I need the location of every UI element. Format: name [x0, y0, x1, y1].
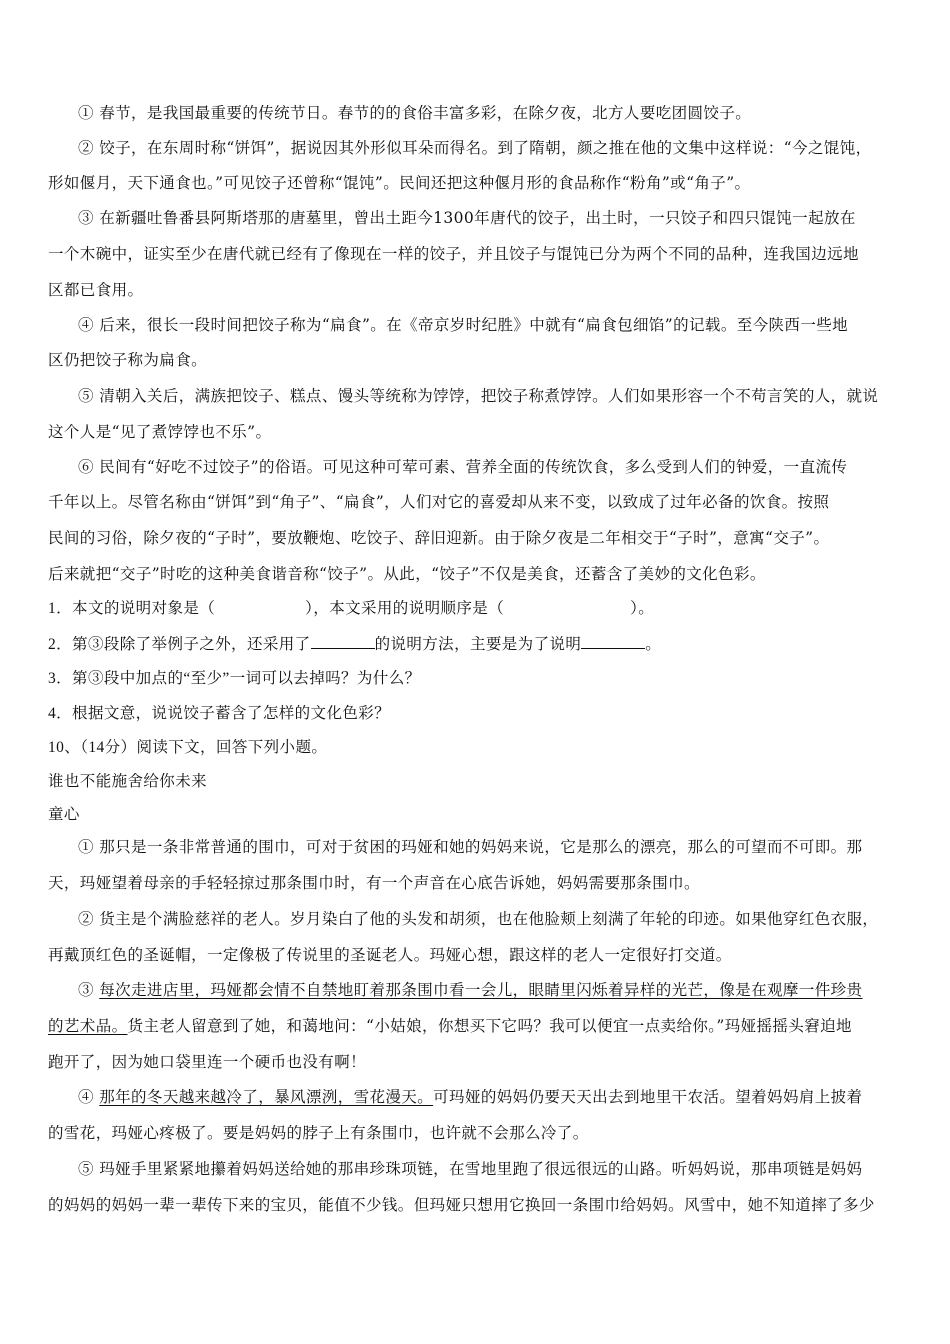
- essay1-paragraph-3-line-1: ③ 在新疆吐鲁番县阿斯塔那的唐墓里，曾出土距今1300年唐代的饺子，出土时，一只饺子和四只馄饨一起放在: [78, 209, 856, 227]
- essay1-paragraph-5-line-1: ⑤ 清朝入关后，满族把饺子、糕点、馒头等统称为饽饽，把饺子称煮饽饽。人们如果形容一个不苟言笑的人，就说: [78, 387, 879, 405]
- essay2-paragraph-1-line-2: 天，玛娅望着母亲的手轻轻掠过那条围巾时，有一个声音在心底告诉她，妈妈需要那条围巾。: [48, 874, 700, 892]
- question-2-part-c: 。: [645, 636, 662, 653]
- answer-blank-4[interactable]: [581, 634, 645, 649]
- essay1-paragraph-5-line-2: 这个人是“见了煮饽饽也不乐”。: [48, 423, 272, 441]
- essay2-paragraph-5-line-2: 的妈妈的妈妈一辈一辈传下来的宝贝，能值不少钱。但玛娅只想用它换回一条围巾给妈妈。风雪中，她不知道摔了多少: [48, 1196, 875, 1214]
- essay1-paragraph-6-line-1: ⑥ 民间有“好吃不过饺子”的俗语。可见这种可荤可素、营养全面的传统饮食，多么受到人们的钟爱，一直流传: [78, 458, 848, 476]
- question-1-part-a: 1．本文的说明对象是（: [48, 600, 216, 617]
- paragraph-3-text: 货主老人留意到了她，和蔼地问：“小姑娘，你想买下它吗？我可以便宜一点卖给你。”玛娅摇摇头窘迫地: [127, 1017, 852, 1035]
- question-3: 3．第③段中加点的“至少”一词可以去掉吗？为什么？: [48, 670, 421, 687]
- essay1-paragraph-1: ① 春节，是我国最重要的传统节日。春节的的食俗丰富多彩，在除夕夜，北方人要吃团圆饺子。: [78, 104, 752, 122]
- paragraph-4-text: 可玛娅的妈妈仍要天天出去到地里干农活。望着妈妈肩上披着: [433, 1088, 863, 1106]
- essay2-paragraph-2-line-2: 再戴顶红色的圣诞帽，一定像极了传说里的圣诞老人。玛娅心想，跟这样的老人一定很好打交道。: [48, 946, 732, 964]
- essay1-paragraph-4-line-1: ④ 后来，很长一段时间把饺子称为“扁食”。在《帝京岁时纪胜》中就有“扁食包细馅”的记载。至今陕西一些地: [78, 316, 849, 334]
- essay1-paragraph-3-line-3: 区都已食用。: [48, 281, 144, 299]
- essay1-paragraph-6-line-2: 千年以上。尽管名称由“饼饵”到“角子”、“扁食”，人们对它的喜爱却从来不变，以致成了过年必备的饮食。按照: [48, 493, 830, 511]
- essay2-author: 童心: [48, 805, 80, 823]
- essay1-paragraph-6-line-4: 后来就把“交子”时吃的这种美食谐音称“饺子”。从此，“饺子”不仅是美食，还蓄含了美妙的文化色彩。: [48, 565, 766, 583]
- essay2-paragraph-2-line-1: ② 货主是个满脸慈祥的老人。岁月染白了他的头发和胡须，也在他脸颊上刻满了年轮的印迹。如果他穿红色衣服，: [78, 910, 879, 928]
- essay1-paragraph-6-line-3: 民间的习俗，除夕夜的“子时”，要放鞭炮、吃饺子、辞旧迎新。由于除夕夜是二年相交于“子时”，意寓“交子”。: [48, 529, 830, 547]
- section-10-header: 10、（14分）阅读下文，回答下列小题。: [48, 739, 328, 756]
- essay2-paragraph-3-line-2: [48, 1016, 908, 1036]
- question-4: 4．根据文意，说说饺子蓄含了怎样的文化色彩？: [48, 705, 391, 722]
- question-1: [48, 599, 908, 619]
- essay2-title: 谁也不能施舍给你未来: [48, 772, 208, 790]
- answer-blank-3[interactable]: [311, 634, 375, 649]
- question-1-part-b: ），本文采用的说明顺序是（: [305, 600, 505, 617]
- underlined-sentence-1-end: 的艺术品。: [48, 1017, 128, 1035]
- essay2-paragraph-3-line-3: 跑开了，因为她口袋里连一个硬币也没有啊！: [48, 1053, 367, 1071]
- essay1-paragraph-3-line-2: 一个木碗中，证实至少在唐代就已经有了像现在一样的饺子，并且饺子与馄饨已分为两个不同的品种，连我国边远地: [48, 245, 859, 263]
- essay2-paragraph-1-line-1: ① 那只是一条非常普通的围巾，可对于贫困的玛娅和她的妈妈来说，它是那么的漂亮，那么的可望而不可即。那: [78, 838, 863, 856]
- essay2-paragraph-4-line-1: [78, 1087, 908, 1107]
- essay1-paragraph-2-line-2: 形如偃月，天下通食也。”可见饺子还曾称“馄饨”。民间还把这种偃月形的食品称作“粉角”或“角子”。: [48, 174, 751, 192]
- underlined-sentence-1: 每次走进店里，玛娅都会情不自禁地盯着那条围巾看一会儿，眼睛里闪烁着异样的光芒，像是在观摩一件珍贵: [99, 981, 863, 999]
- essay2-paragraph-4-line-2: 的雪花，玛娅心疼极了。要是妈妈的脖子上有条围巾，也许就不会那么冷了。: [48, 1124, 589, 1142]
- essay2-paragraph-3-line-1: [78, 980, 908, 1000]
- question-2-part-b: 的说明方法，主要是为了说明: [374, 636, 582, 653]
- essay1-paragraph-2-line-1: ② 饺子，在东周时称“饼饵”，据说因其外形似耳朵而得名。到了隋朝，颜之推在他的文集中这样说：“今之馄饨，: [78, 139, 872, 157]
- question-2: [48, 634, 908, 655]
- question-2-part-a: 2．第③段除了举例子之外，还采用了: [48, 636, 311, 653]
- paragraph-4-number: ④: [78, 1088, 100, 1106]
- essay2-paragraph-5-line-1: ⑤ 玛娅手里紧紧地攥着妈妈送给她的那串珍珠项链，在雪地里跑了很远很远的山路。听妈妈说，那串项链是妈妈: [78, 1160, 863, 1178]
- underlined-sentence-2: 那年的冬天越来越冷了，暴风漂洌，雪花漫天。: [99, 1088, 434, 1106]
- paragraph-3-number: ③: [78, 981, 100, 999]
- essay1-paragraph-4-line-2: 区仍把饺子称为扁食。: [48, 351, 208, 369]
- question-1-part-c: ）。: [630, 600, 655, 617]
